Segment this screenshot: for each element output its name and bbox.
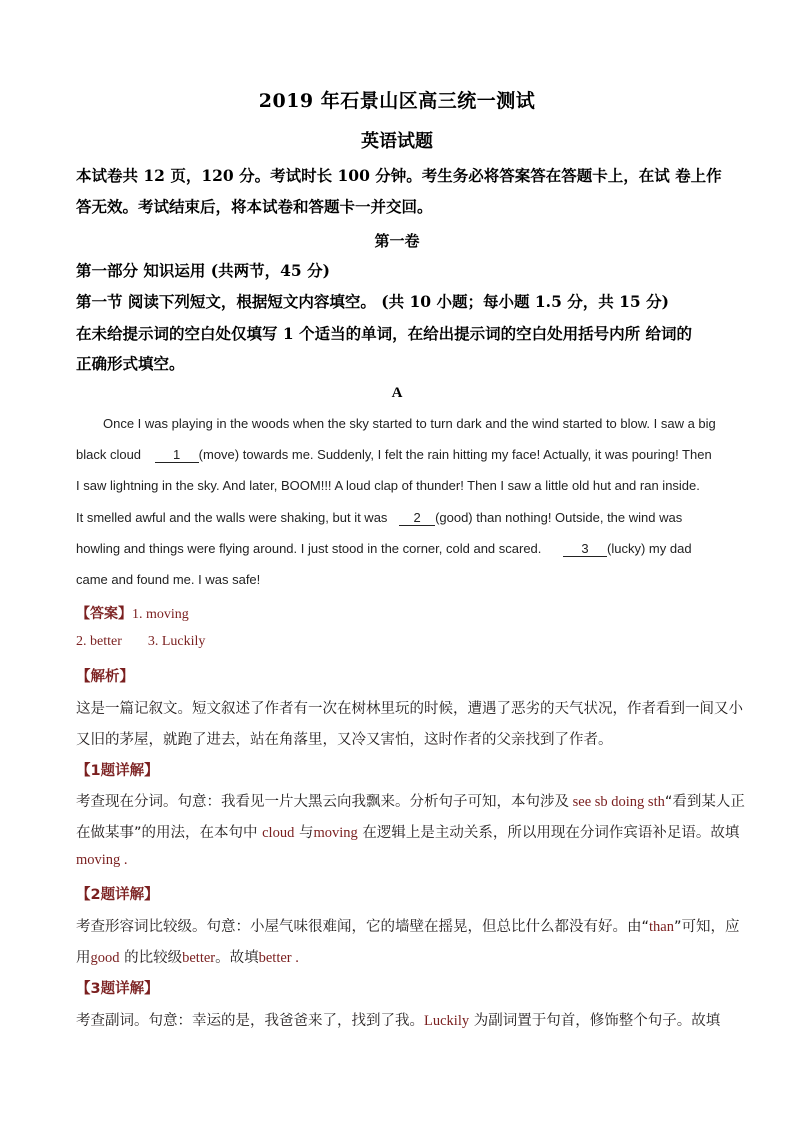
passage-letter: A — [391, 385, 403, 401]
page-title: 2019 年石景山区高三统一测试 — [258, 90, 536, 112]
analysis-line-1: 这是一篇记叙文。短文叙述了作者有一次在树林里玩的时候，遭遇了恶劣的天气状况，作者看到一间又小 — [76, 701, 743, 717]
q2-text: 。故填 — [215, 950, 259, 966]
answer-2: 2. better — [76, 634, 122, 649]
answer-3: 3. Luckily — [147, 634, 206, 649]
section-heading: 第一节 阅读下列短文，根据短文内容填空。 (共 10 小题；每小题 1.5 分，共 15 分) — [76, 292, 669, 311]
q2-text: 用 — [76, 950, 91, 966]
q2-text: ”可知，应 — [673, 919, 740, 935]
q1-english: cloud — [262, 825, 295, 841]
q1-text: “看到某人正 — [664, 794, 745, 810]
q3-text: 为副词置于句首，修饰整个句子。故填 — [469, 1013, 721, 1029]
q1-text: 在做某事”的用法，在本句中 — [76, 825, 263, 841]
q2-text: 考查形容词比较级。句意：小屋气味很难闻，它的墙壁在摇晃，但总比什么都没有好。由“ — [76, 919, 650, 935]
passage-line: Once I was playing in the woods when the sky started to turn dark and the wind started to blow. I saw a big — [103, 416, 716, 431]
q2-english: better — [182, 950, 216, 966]
q3-english: Luckily — [424, 1013, 470, 1029]
q3-tag: 【3题详解】 — [76, 981, 159, 997]
q1-english: moving . — [76, 852, 128, 868]
q1-tag: 【1题详解】 — [76, 763, 159, 779]
q2-english: good — [90, 950, 120, 966]
q1-english: moving — [313, 825, 358, 841]
page-subtitle: 英语试题 — [361, 131, 433, 152]
q1-line-1 — [76, 790, 745, 811]
blank-1[interactable]: 1 — [155, 447, 199, 463]
passage-text: (good) than nothing! Outside, the wind was — [435, 510, 683, 525]
passage-line: came and found me. I was safe! — [76, 572, 261, 587]
q1-line-3 — [76, 852, 128, 869]
answer-line — [76, 603, 189, 623]
q2-line-1 — [76, 915, 740, 936]
passage-line — [76, 541, 692, 557]
q1-text: 与 — [294, 825, 314, 841]
instruction-line-2: 正确形式填空。 — [76, 354, 185, 373]
volume-heading: 第一卷 — [374, 232, 420, 250]
passage-text: (lucky) my dad — [607, 541, 692, 556]
q3-text: 考查副词。句意：幸运的是，我爸爸来了，找到了我。 — [76, 1013, 424, 1029]
passage-line — [76, 447, 712, 463]
q1-line-2 — [76, 821, 739, 842]
passage-line — [76, 510, 682, 526]
answer-tag: 【答案】 — [76, 607, 132, 622]
passage-text: howling and things were flying around. I just stood in the corner, cold and scared. — [76, 541, 542, 556]
q2-line-2 — [76, 946, 299, 967]
passage-text: black cloud — [76, 447, 142, 462]
q2-tag: 【2题详解】 — [76, 887, 159, 903]
q2-english: better . — [258, 950, 299, 966]
passage-line: I saw lightning in the sky. And later, BOOM!!! A loud clap of thunder! Then I saw a little old hut and ran inside. — [76, 478, 700, 493]
blank-2[interactable]: 2 — [399, 510, 435, 526]
q2-text: 的比较级 — [119, 950, 183, 966]
intro-line-2: 答无效。考试结束后，将本试卷和答题卡一并交回。 — [76, 197, 433, 216]
answer-1: 1. moving — [132, 607, 189, 622]
passage-text: (move) towards me. Suddenly, I felt the rain hitting my face! Actually, it was pouring! Then — [198, 447, 712, 462]
analysis-tag: 【解析】 — [76, 669, 134, 685]
q1-text: 在逻辑上是主动关系，所以用现在分词作宾语补足语。故填 — [357, 825, 740, 841]
intro-line-1: 本试卷共 12 页，120 分。考试时长 100 分钟。考生务必将答案答在答题卡上，在试 卷上作 — [76, 166, 722, 185]
blank-3[interactable]: 3 — [563, 541, 607, 557]
answer-line — [76, 634, 205, 650]
passage-text: It smelled awful and the walls were shaking, but it was — [76, 510, 388, 525]
q3-line-1 — [76, 1009, 720, 1030]
q1-english: see sb doing sth — [569, 794, 665, 810]
analysis-line-2: 又旧的茅屋，就跑了进去，站在角落里，又冷又害怕，这时作者的父亲找到了作者。 — [76, 732, 613, 748]
part-heading: 第一部分 知识运用 (共两节，45 分) — [76, 261, 330, 280]
q1-text: 考查现在分词。句意：我看见一片大黑云向我飘来。分析句子可知，本句涉及 — [76, 794, 569, 810]
q2-english: than — [649, 919, 674, 935]
instruction-line-1: 在未给提示词的空白处仅填写 1 个适当的单词，在给出提示词的空白处用括号内所 给词的 — [76, 324, 692, 343]
